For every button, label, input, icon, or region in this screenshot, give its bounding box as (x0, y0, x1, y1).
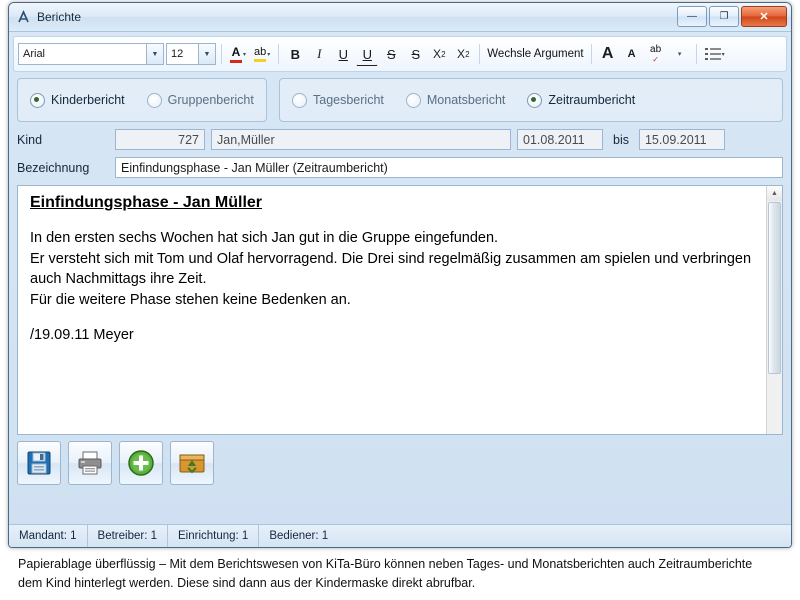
figure-caption: Papierablage überflüssig – Mit dem Berichtswesen von KiTa-Büro können neben Tages- und Monatsberichten auch Zeitraumberichte dem Kind hinterlegt werden. Diese sind dann aus der Kindermaske direkt abrufbar. (18, 557, 753, 590)
scrollbar-thumb[interactable] (768, 202, 781, 374)
document-line: Für die weitere Phase stehen keine Bedenken an. (30, 291, 351, 308)
radio-label: Gruppenbericht (167, 93, 254, 107)
recycle-box-icon (177, 449, 207, 477)
radio-dot-icon (30, 93, 45, 108)
options-panel (17, 78, 783, 178)
kind-label: Kind (17, 132, 43, 147)
radio-label: Monatsbericht (426, 93, 506, 107)
document-line: In den ersten sechs Wochen hat sich Jan gut in die Gruppe eingefunden. (30, 230, 499, 246)
radio-label: Tagesbericht (313, 93, 384, 107)
strikethrough-button[interactable]: S (386, 46, 396, 62)
scroll-up-icon[interactable]: ▲ (767, 186, 782, 201)
spellcheck-button[interactable] (645, 42, 667, 66)
radio-dot-icon (147, 93, 162, 108)
bold-button[interactable]: B (290, 46, 300, 62)
period-type-group (279, 78, 783, 122)
highlight-color-button[interactable] (251, 42, 273, 66)
status-mandant: Mandant: 1 (9, 525, 88, 547)
document-signature: /19.09.11 Meyer (30, 327, 134, 344)
status-bediener: Bediener: 1 (269, 530, 329, 542)
font-color-button[interactable] (227, 42, 249, 66)
variable-menu-button[interactable] (485, 48, 585, 60)
radio-groups-row (17, 78, 783, 122)
plus-circle-icon (126, 448, 156, 478)
window-title: Berichte (37, 10, 82, 24)
radio-tagesbericht[interactable] (292, 93, 384, 108)
toolbar-divider (221, 44, 222, 64)
shrink-font-button[interactable]: A (627, 48, 636, 60)
window-controls (677, 6, 787, 27)
radio-kinderbericht[interactable] (30, 93, 125, 108)
grow-font-button[interactable]: A (601, 45, 614, 62)
font-size-value: 12 (171, 48, 184, 60)
date-from-field[interactable]: 01.08.2011 (517, 129, 603, 150)
double-strikethrough-button[interactable]: S (411, 46, 420, 62)
radio-dot-icon (527, 93, 542, 108)
close-button[interactable]: ✕ (741, 6, 787, 27)
font-family-value: Arial (23, 48, 46, 60)
save-button[interactable] (17, 441, 61, 485)
status-bar (9, 524, 791, 547)
document-title: Einfindungsphase - Jan Müller (30, 194, 263, 211)
report-editor[interactable] (17, 185, 783, 435)
bezeichnung-label: Bezeichnung (17, 160, 90, 175)
status-einrichtung: Einrichtung: 1 (168, 525, 259, 547)
superscript-base: X (433, 47, 442, 61)
superscript-exp: 2 (441, 49, 446, 59)
status-betreiber: Betreiber: 1 (88, 525, 168, 547)
formatting-toolbar (13, 36, 787, 72)
font-family-select[interactable] (18, 43, 164, 65)
kind-row (17, 129, 783, 150)
spellcheck-mark: ✓ (652, 55, 659, 64)
radio-dot-icon (292, 93, 307, 108)
add-button[interactable] (119, 441, 163, 485)
editor-scrollbar[interactable] (766, 186, 782, 434)
subscript-exp: 2 (465, 49, 470, 59)
subscript-button[interactable] (452, 42, 474, 66)
radio-gruppenbericht[interactable] (147, 93, 254, 108)
spellcheck-letters: ab (650, 44, 662, 55)
action-button-bar (17, 441, 783, 485)
toolbar-divider (278, 44, 279, 64)
app-icon (15, 9, 31, 25)
date-separator-label: bis (613, 132, 629, 147)
document-line: Er versteht sich mit Tom und Olaf hervorragend. Die Drei sind regelmäßig zusammen am spielen und verbringen auch Nachmittags ihre Zeit. (30, 250, 752, 288)
chevron-down-icon[interactable]: ▼ (198, 44, 215, 64)
toolbar-divider (696, 44, 697, 64)
highlight-letter: ab (254, 46, 267, 58)
document-spacer (30, 310, 754, 325)
print-button[interactable] (68, 441, 112, 485)
save-disk-icon (25, 449, 53, 477)
kind-number-field[interactable]: 727 (115, 129, 205, 150)
editor-content[interactable] (18, 186, 766, 434)
chevron-down-icon[interactable]: ▼ (146, 44, 163, 64)
subscript-base: X (457, 47, 466, 61)
list-icon[interactable] (702, 42, 728, 66)
highlight-swatch (254, 59, 266, 62)
bezeichnung-input[interactable]: Einfindungsphase - Jan Müller (Zeitraumbericht) (115, 157, 783, 178)
font-size-select[interactable] (166, 43, 216, 65)
minimize-button[interactable]: — (677, 6, 707, 27)
variable-menu-label: Wechsle Argument (487, 48, 584, 60)
underline-button[interactable]: U (338, 46, 348, 62)
date-to-field[interactable]: 15.09.2011 (639, 129, 725, 150)
radio-dot-icon (406, 93, 421, 108)
italic-button[interactable]: I (317, 46, 322, 61)
report-type-group (17, 78, 267, 122)
title-bar (9, 3, 791, 32)
superscript-button[interactable] (428, 42, 450, 66)
radio-label: Kinderbericht (51, 93, 125, 107)
font-color-letter: A (231, 45, 241, 59)
printer-icon (76, 449, 104, 477)
font-color-swatch (230, 60, 242, 63)
toolbar-overflow-button[interactable]: ▾ (677, 51, 682, 58)
toolbar-divider (591, 44, 592, 64)
application-window (8, 2, 792, 548)
radio-zeitraumbericht[interactable] (527, 93, 635, 108)
double-underline-button[interactable]: U (356, 42, 378, 66)
maximize-button[interactable]: ❐ (709, 6, 739, 27)
archive-button[interactable] (170, 441, 214, 485)
bezeichnung-row (17, 157, 783, 178)
radio-monatsbericht[interactable] (406, 93, 506, 108)
kind-name-field[interactable]: Jan,Müller (211, 129, 511, 150)
radio-label: Zeitraumbericht (548, 93, 636, 107)
toolbar-divider (479, 44, 480, 64)
